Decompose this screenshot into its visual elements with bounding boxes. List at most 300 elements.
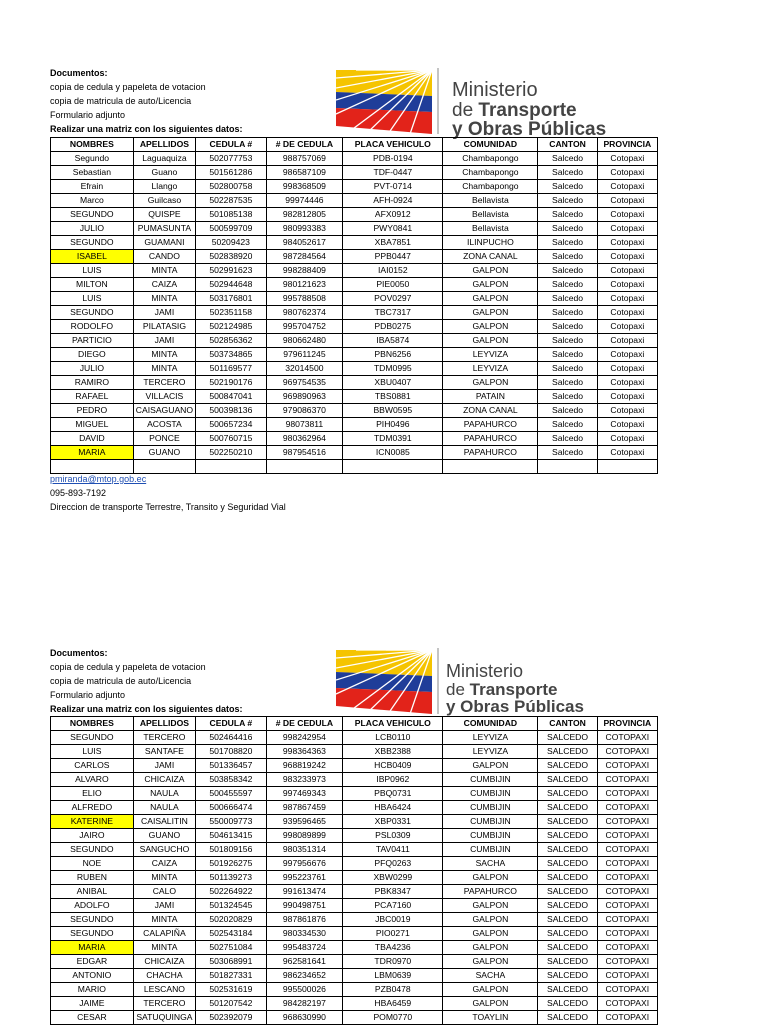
- cell-num-cedula: 997956676: [266, 857, 343, 871]
- data-matrix-table-2: [50, 716, 658, 1025]
- cell-num-cedula: 979611245: [266, 348, 343, 362]
- cell-comunidad: PAPAHURCO: [443, 418, 538, 432]
- cell-canton: SALCEDO: [538, 829, 597, 843]
- cell-comunidad: GALPON: [443, 997, 538, 1011]
- cell-provincia: Cotopaxi: [597, 446, 657, 460]
- cell-num-cedula: 969754535: [266, 376, 343, 390]
- table-row: [51, 829, 658, 843]
- cell-comunidad: GALPON: [443, 306, 538, 320]
- cell-nombre: LUIS: [51, 745, 134, 759]
- cell-placa: HCB0409: [343, 759, 443, 773]
- flag-rays-icon: [336, 648, 442, 714]
- cell-cedula: 502838920: [196, 250, 267, 264]
- cell-provincia: Cotopaxi: [597, 194, 657, 208]
- cell-placa: XBW0299: [343, 871, 443, 885]
- cell-comunidad: Bellavista: [443, 194, 538, 208]
- cell-cedula: 502991623: [196, 264, 267, 278]
- cell-canton: SALCEDO: [538, 941, 597, 955]
- cell-cedula: 502856362: [196, 334, 267, 348]
- cell-num-cedula: 980662480: [266, 334, 343, 348]
- cell-comunidad: CUMBIJIN: [443, 843, 538, 857]
- cell-num-cedula: 995704752: [266, 320, 343, 334]
- cell-apellido: CANDO: [133, 250, 195, 264]
- cell-nombre: SEGUNDO: [51, 306, 134, 320]
- email-link[interactable]: pmiranda@mtop.gob.ec: [50, 474, 147, 484]
- column-header-comunidad: COMUNIDAD: [443, 717, 538, 731]
- cell-num-cedula: 998288409: [266, 264, 343, 278]
- table-body: [51, 731, 658, 1025]
- cell-comunidad: CUMBIJIN: [443, 815, 538, 829]
- cell-apellido: TERCERO: [133, 997, 195, 1011]
- logo-line-1: Ministerio: [446, 661, 524, 681]
- cell-nombre: Sebastian: [51, 166, 134, 180]
- cell-num-cedula: 998242954: [266, 731, 343, 745]
- cell-cedula: 501207542: [196, 997, 267, 1011]
- cell-nombre: LUIS: [51, 264, 134, 278]
- flag-rays-icon: [336, 68, 442, 134]
- cell-comunidad: Bellavista: [443, 208, 538, 222]
- table-row: [51, 1011, 658, 1025]
- cell-nombre: SEGUNDO: [51, 236, 134, 250]
- cell-comunidad: CUMBIJIN: [443, 773, 538, 787]
- cell-provincia: COTOPAXI: [597, 899, 657, 913]
- cell-comunidad: GALPON: [443, 927, 538, 941]
- cell-nombre: DIEGO: [51, 348, 134, 362]
- cell-num-cedula: 980121623: [266, 278, 343, 292]
- cell-provincia: Cotopaxi: [597, 362, 657, 376]
- cell-canton: Salcedo: [538, 166, 597, 180]
- cell-num-cedula: 32014500: [266, 362, 343, 376]
- cell-comunidad: GALPON: [443, 292, 538, 306]
- cell-num-cedula: 979086370: [266, 404, 343, 418]
- cell-placa: XBA7851: [343, 236, 443, 250]
- cell-apellido: JAMI: [133, 334, 195, 348]
- cell-placa: PFQ0263: [343, 857, 443, 871]
- cell-cedula: 50209423: [196, 236, 267, 250]
- table-row: [51, 222, 658, 236]
- cell-apellido: CALAPIÑA: [133, 927, 195, 941]
- cell-comunidad: CUMBIJIN: [443, 829, 538, 843]
- column-header-comunidad: COMUNIDAD: [443, 138, 538, 152]
- cell-nombre: ANIBAL: [51, 885, 134, 899]
- docs-item: copia de matricula de auto/Licencia: [50, 96, 192, 106]
- cell-num-cedula: 991613474: [266, 885, 343, 899]
- table-row: [51, 969, 658, 983]
- cell-canton: SALCEDO: [538, 913, 597, 927]
- column-header-canton: CANTON: [538, 138, 597, 152]
- table-row: [51, 731, 658, 745]
- cell-num-cedula: 980334530: [266, 927, 343, 941]
- cell-placa: AFX0912: [343, 208, 443, 222]
- cell-comunidad: LEYVIZA: [443, 731, 538, 745]
- cell-num-cedula: 995500026: [266, 983, 343, 997]
- cell-canton: SALCEDO: [538, 997, 597, 1011]
- table-header-row: [51, 138, 658, 152]
- table-row: [51, 264, 658, 278]
- cell-nombre: JULIO: [51, 222, 134, 236]
- cell-cedula: 501336457: [196, 759, 267, 773]
- column-header-cedula: CEDULA #: [196, 138, 267, 152]
- column-header-num-cedula: # DE CEDULA: [266, 717, 343, 731]
- cell-cedula: 502287535: [196, 194, 267, 208]
- cell-provincia: COTOPAXI: [597, 759, 657, 773]
- cell-comunidad: GALPON: [443, 913, 538, 927]
- table-row: [51, 404, 658, 418]
- table-row: [51, 843, 658, 857]
- cell-num-cedula: 997469343: [266, 787, 343, 801]
- table-row: [51, 801, 658, 815]
- table-row: [51, 759, 658, 773]
- cell-cedula: 502351158: [196, 306, 267, 320]
- cell-nombre: MIGUEL: [51, 418, 134, 432]
- cell-apellido: CAISAGUANO: [133, 404, 195, 418]
- cell-num-cedula: 998364363: [266, 745, 343, 759]
- cell-apellido: CAIZA: [133, 857, 195, 871]
- cell-apellido: GUANO: [133, 446, 195, 460]
- direccion-text: Direccion de transporte Terrestre, Transito y Seguridad Vial: [50, 502, 286, 512]
- cell-comunidad: PAPAHURCO: [443, 432, 538, 446]
- table-row: [51, 871, 658, 885]
- cell-provincia: COTOPAXI: [597, 815, 657, 829]
- cell-cedula: 503734865: [196, 348, 267, 362]
- cell-canton: Salcedo: [538, 264, 597, 278]
- cell-canton: Salcedo: [538, 390, 597, 404]
- cell-apellido: MINTA: [133, 913, 195, 927]
- cell-nombre: ISABEL: [51, 250, 134, 264]
- cell-placa: IBA5874: [343, 334, 443, 348]
- column-header-apellido: APELLIDOS: [133, 138, 195, 152]
- table-row: [51, 320, 658, 334]
- cell-comunidad: TOAYLIN: [443, 1011, 538, 1025]
- cell-comunidad: CUMBIJIN: [443, 787, 538, 801]
- cell-canton: SALCEDO: [538, 773, 597, 787]
- cell-canton: Salcedo: [538, 334, 597, 348]
- cell-canton: SALCEDO: [538, 843, 597, 857]
- table-row: [51, 745, 658, 759]
- cell-apellido: JAMI: [133, 899, 195, 913]
- cell-placa: LBM0639: [343, 969, 443, 983]
- cell-provincia: Cotopaxi: [597, 222, 657, 236]
- cell-cedula: 504613415: [196, 829, 267, 843]
- cell-apellido: Guano: [133, 166, 195, 180]
- cell-nombre: MARIA: [51, 446, 134, 460]
- contact-footer: [50, 472, 658, 514]
- cell-cedula: 500657234: [196, 418, 267, 432]
- cell-nombre: ADOLFO: [51, 899, 134, 913]
- cell-apellido: MINTA: [133, 264, 195, 278]
- cell-canton: SALCEDO: [538, 801, 597, 815]
- ministry-text: [452, 80, 606, 139]
- cell-comunidad: ZONA CANAL: [443, 404, 538, 418]
- cell-placa: PSL0309: [343, 829, 443, 843]
- table-row: [51, 152, 658, 166]
- table-row: [51, 362, 658, 376]
- cell-nombre: EDGAR: [51, 955, 134, 969]
- cell-provincia: COTOPAXI: [597, 857, 657, 871]
- column-header-nombre: NOMBRES: [51, 138, 134, 152]
- cell-canton: Salcedo: [538, 152, 597, 166]
- cell-cedula: 503176801: [196, 292, 267, 306]
- cell-placa: TBS0881: [343, 390, 443, 404]
- cell-apellido: PUMASUNTA: [133, 222, 195, 236]
- cell-canton: Salcedo: [538, 208, 597, 222]
- cell-placa: TBC7317: [343, 306, 443, 320]
- cell-num-cedula: 986587109: [266, 166, 343, 180]
- cell-provincia: Cotopaxi: [597, 376, 657, 390]
- cell-comunidad: GALPON: [443, 941, 538, 955]
- cell-cedula: 502250210: [196, 446, 267, 460]
- table-row: [51, 278, 658, 292]
- cell-canton: SALCEDO: [538, 885, 597, 899]
- cell-apellido: CHICAIZA: [133, 955, 195, 969]
- table-row: [51, 376, 658, 390]
- cell-num-cedula: 980362964: [266, 432, 343, 446]
- cell-nombre: SEGUNDO: [51, 843, 134, 857]
- cell-canton: SALCEDO: [538, 857, 597, 871]
- cell-provincia: Cotopaxi: [597, 180, 657, 194]
- table-row: [51, 250, 658, 264]
- ministry-logo: [336, 648, 636, 716]
- logo-line-3: y Obras Públicas: [446, 697, 584, 716]
- table-row: [51, 418, 658, 432]
- cell-provincia: COTOPAXI: [597, 829, 657, 843]
- cell-apellido: CHICAIZA: [133, 773, 195, 787]
- cell-provincia: Cotopaxi: [597, 348, 657, 362]
- column-header-placa: PLACA VEHICULO: [343, 138, 443, 152]
- cell-canton: Salcedo: [538, 362, 597, 376]
- cell-apellido: PILATASIG: [133, 320, 195, 334]
- table-row: [51, 306, 658, 320]
- cell-placa: TDF-0447: [343, 166, 443, 180]
- table-row: [51, 334, 658, 348]
- cell-canton: SALCEDO: [538, 815, 597, 829]
- table-row: [51, 208, 658, 222]
- cell-canton: Salcedo: [538, 236, 597, 250]
- cell-apellido: CAIZA: [133, 278, 195, 292]
- cell-provincia: Cotopaxi: [597, 292, 657, 306]
- cell-canton: Salcedo: [538, 292, 597, 306]
- cell-placa: HBA6424: [343, 801, 443, 815]
- cell-cedula: 501809156: [196, 843, 267, 857]
- cell-placa: XBB2388: [343, 745, 443, 759]
- table-row: [51, 787, 658, 801]
- cell-placa: PBK8347: [343, 885, 443, 899]
- cell-nombre: Segundo: [51, 152, 134, 166]
- cell-comunidad: GALPON: [443, 376, 538, 390]
- cell-placa: ICN0085: [343, 446, 443, 460]
- cell-placa: PIO0271: [343, 927, 443, 941]
- cell-apellido: SANGUCHO: [133, 843, 195, 857]
- docs-item: Formulario adjunto: [50, 690, 126, 700]
- cell-cedula: 502531619: [196, 983, 267, 997]
- logo-line-2: de Transporte: [446, 680, 558, 699]
- table-row: [51, 180, 658, 194]
- cell-nombre: Marco: [51, 194, 134, 208]
- cell-canton: Salcedo: [538, 320, 597, 334]
- cell-nombre: MILTON: [51, 278, 134, 292]
- ministry-logo: [336, 68, 652, 140]
- cell-apellido: NAULA: [133, 801, 195, 815]
- cell-apellido: PONCE: [133, 432, 195, 446]
- cell-provincia: Cotopaxi: [597, 404, 657, 418]
- cell-apellido: GUAMANI: [133, 236, 195, 250]
- cell-placa: IBP0962: [343, 773, 443, 787]
- cell-cedula: 502264922: [196, 885, 267, 899]
- cell-nombre: DAVID: [51, 432, 134, 446]
- cell-provincia: COTOPAXI: [597, 871, 657, 885]
- docs-title: Documentos:: [50, 68, 108, 78]
- cell-comunidad: SACHA: [443, 969, 538, 983]
- cell-provincia: Cotopaxi: [597, 208, 657, 222]
- cell-cedula: 501085138: [196, 208, 267, 222]
- cell-apellido: MINTA: [133, 941, 195, 955]
- ministry-text: [446, 662, 584, 715]
- cell-num-cedula: 984052617: [266, 236, 343, 250]
- cell-nombre: JAIRO: [51, 829, 134, 843]
- cell-placa: PWY0841: [343, 222, 443, 236]
- cell-nombre: SEGUNDO: [51, 731, 134, 745]
- cell-placa: HBA6459: [343, 997, 443, 1011]
- cell-canton: Salcedo: [538, 404, 597, 418]
- cell-placa: PVT-0714: [343, 180, 443, 194]
- cell-apellido: NAULA: [133, 787, 195, 801]
- column-header-num-cedula: # DE CEDULA: [266, 138, 343, 152]
- table-row: [51, 885, 658, 899]
- cell-num-cedula: 990498751: [266, 899, 343, 913]
- phone-text: 095-893-7192: [50, 488, 107, 498]
- cell-comunidad: LEYVIZA: [443, 745, 538, 759]
- cell-provincia: COTOPAXI: [597, 1011, 657, 1025]
- logo-line-2: de Transporte: [452, 100, 577, 121]
- cell-num-cedula: 962581641: [266, 955, 343, 969]
- cell-provincia: COTOPAXI: [597, 927, 657, 941]
- data-matrix-table-1: [50, 137, 658, 474]
- cell-placa: TBA4236: [343, 941, 443, 955]
- column-header-apellido: APELLIDOS: [133, 717, 195, 731]
- cell-num-cedula: 99974446: [266, 194, 343, 208]
- cell-cedula: 500599709: [196, 222, 267, 236]
- cell-comunidad: GALPON: [443, 955, 538, 969]
- cell-placa: TAV0411: [343, 843, 443, 857]
- cell-provincia: Cotopaxi: [597, 390, 657, 404]
- table-row: [51, 955, 658, 969]
- cell-comunidad: GALPON: [443, 264, 538, 278]
- cell-nombre: LUIS: [51, 292, 134, 306]
- cell-placa: POV0297: [343, 292, 443, 306]
- cell-provincia: Cotopaxi: [597, 278, 657, 292]
- cell-canton: SALCEDO: [538, 745, 597, 759]
- cell-canton: SALCEDO: [538, 983, 597, 997]
- cell-provincia: Cotopaxi: [597, 166, 657, 180]
- matrix-title: Realizar una matriz con los siguientes datos:: [50, 704, 243, 714]
- cell-apellido: SANTAFE: [133, 745, 195, 759]
- table-row: [51, 857, 658, 871]
- cell-num-cedula: 982812805: [266, 208, 343, 222]
- matrix-title: Realizar una matriz con los siguientes datos:: [50, 124, 243, 134]
- cell-num-cedula: 987954516: [266, 446, 343, 460]
- cell-apellido: Guilcaso: [133, 194, 195, 208]
- table-row: [51, 166, 658, 180]
- cell-num-cedula: 998089899: [266, 829, 343, 843]
- cell-cedula: 502190176: [196, 376, 267, 390]
- table-row: [51, 390, 658, 404]
- cell-placa: AFH-0924: [343, 194, 443, 208]
- cell-comunidad: PAPAHURCO: [443, 446, 538, 460]
- cell-apellido: MINTA: [133, 871, 195, 885]
- cell-cedula: 501561286: [196, 166, 267, 180]
- docs-item: Formulario adjunto: [50, 110, 126, 120]
- cell-num-cedula: 968630990: [266, 1011, 343, 1025]
- cell-provincia: COTOPAXI: [597, 885, 657, 899]
- cell-cedula: 501827331: [196, 969, 267, 983]
- table-row: [51, 194, 658, 208]
- cell-placa: LCB0110: [343, 731, 443, 745]
- cell-placa: TDM0995: [343, 362, 443, 376]
- cell-canton: SALCEDO: [538, 759, 597, 773]
- cell-comunidad: PATAIN: [443, 390, 538, 404]
- logo-line-3: y Obras Públicas: [452, 119, 607, 140]
- table-row: [51, 927, 658, 941]
- cell-cedula: 502392079: [196, 1011, 267, 1025]
- cell-provincia: COTOPAXI: [597, 955, 657, 969]
- logo-line-1: Ministerio: [452, 79, 538, 101]
- cell-canton: Salcedo: [538, 194, 597, 208]
- cell-cedula: 500847041: [196, 390, 267, 404]
- table-row: [51, 348, 658, 362]
- cell-placa: TDM0391: [343, 432, 443, 446]
- cell-num-cedula: 98073811: [266, 418, 343, 432]
- cell-provincia: Cotopaxi: [597, 418, 657, 432]
- cell-provincia: Cotopaxi: [597, 264, 657, 278]
- table-body: [51, 152, 658, 474]
- cell-num-cedula: 987861876: [266, 913, 343, 927]
- cell-nombre: RUBEN: [51, 871, 134, 885]
- cell-apellido: CALO: [133, 885, 195, 899]
- cell-canton: Salcedo: [538, 432, 597, 446]
- cell-cedula: 502077753: [196, 152, 267, 166]
- cell-num-cedula: 980993383: [266, 222, 343, 236]
- cell-cedula: 500455597: [196, 787, 267, 801]
- cell-comunidad: ILINPUCHO: [443, 236, 538, 250]
- cell-placa: XBP0331: [343, 815, 443, 829]
- cell-cedula: 502944648: [196, 278, 267, 292]
- cell-nombre: KATERINE: [51, 815, 134, 829]
- cell-comunidad: GALPON: [443, 320, 538, 334]
- table-row: [51, 913, 658, 927]
- cell-cedula: 501169577: [196, 362, 267, 376]
- cell-apellido: LESCANO: [133, 983, 195, 997]
- table-row: [51, 292, 658, 306]
- cell-placa: PBQ0731: [343, 787, 443, 801]
- cell-cedula: 500666474: [196, 801, 267, 815]
- cell-placa: BBW0595: [343, 404, 443, 418]
- table-row: [51, 446, 658, 460]
- cell-cedula: 500760715: [196, 432, 267, 446]
- cell-num-cedula: 984282197: [266, 997, 343, 1011]
- cell-provincia: COTOPAXI: [597, 773, 657, 787]
- cell-nombre: NOE: [51, 857, 134, 871]
- cell-comunidad: GALPON: [443, 278, 538, 292]
- cell-canton: SALCEDO: [538, 787, 597, 801]
- cell-placa: IAI0152: [343, 264, 443, 278]
- cell-nombre: RAMIRO: [51, 376, 134, 390]
- cell-canton: SALCEDO: [538, 969, 597, 983]
- cell-canton: Salcedo: [538, 446, 597, 460]
- cell-nombre: ALFREDO: [51, 801, 134, 815]
- table-row: [51, 815, 658, 829]
- cell-provincia: COTOPAXI: [597, 787, 657, 801]
- cell-apellido: SATUQUINGA: [133, 1011, 195, 1025]
